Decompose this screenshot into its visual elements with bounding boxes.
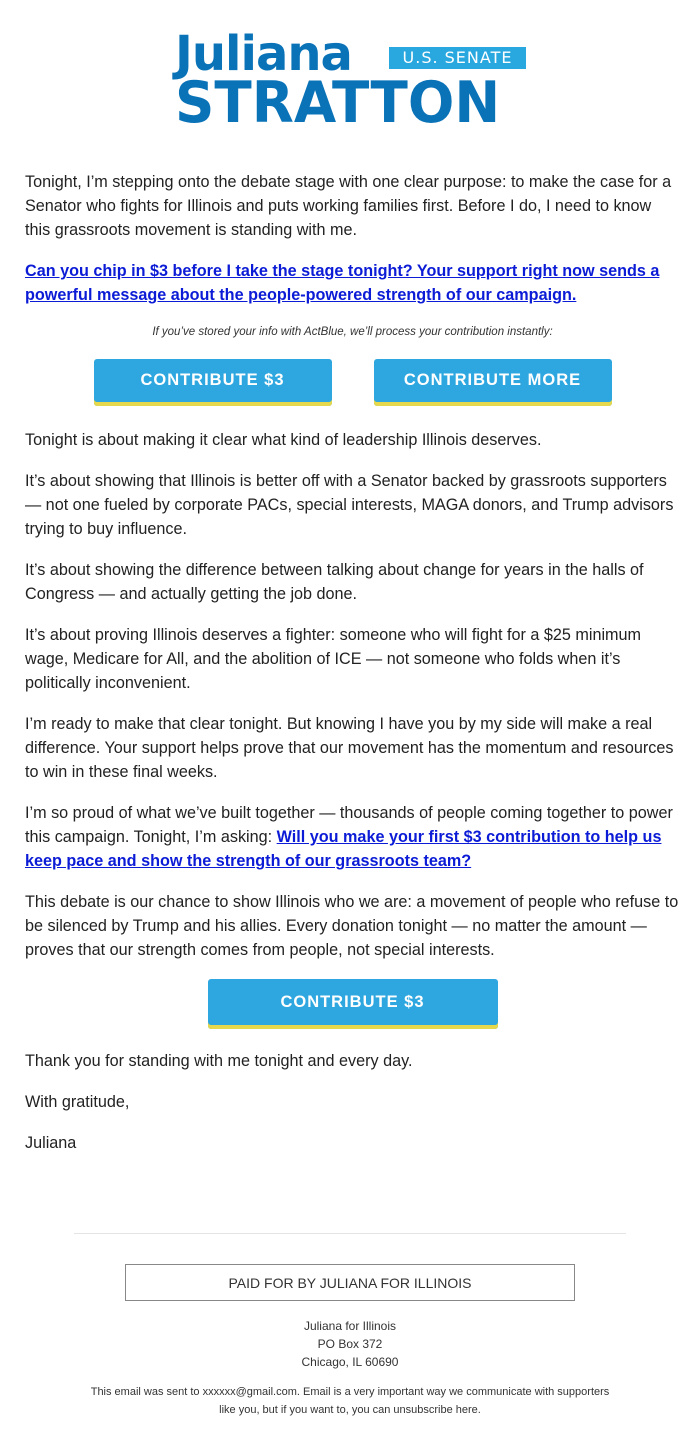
actblue-note: If you’ve stored your info with ActBlue, we’ll process your contribution instantly:: [152, 326, 553, 338]
paragraph-debate: This debate is our chance to show Illinois who we are: a movement of people who refuse to be silenced by Trump and his allies. Every donation tonight — no matter the amount — proves that our strength comes from people, not special interests.: [25, 893, 679, 959]
contribute-3-bottom-button[interactable]: CONTRIBUTE $3: [208, 979, 498, 1029]
logo-senate-badge: U.S. SENATE: [389, 47, 526, 69]
first-contribution-link[interactable]: Will you make your first $3 contribution to help us keep pace and show the strength of our grassroots team?: [25, 828, 662, 870]
contribute-more-button[interactable]: CONTRIBUTE MORE: [374, 359, 612, 406]
signoff: With gratitude,: [25, 1093, 130, 1111]
paragraph-proud: [25, 801, 680, 873]
thanks-paragraph: Thank you for standing with me tonight and every day.: [25, 1052, 413, 1070]
logo-first-name: Juliana: [175, 26, 352, 82]
paragraph-difference: It’s about showing the difference between talking about change for years in the halls of Congress — and actually getting the job done.: [25, 561, 644, 603]
email-body: [25, 170, 680, 1172]
logo-last-name: STRATTON: [175, 70, 501, 136]
signature: Juliana: [25, 1134, 77, 1152]
paragraph-ready: I’m ready to make that clear tonight. But knowing I have you by my side will make a real difference. Your support helps prove that our movement has the momentum and resources to win in these final weeks.: [25, 715, 674, 781]
bottom-button-row: [25, 979, 680, 1029]
paid-for-box: PAID FOR BY JULIANA FOR ILLINOIS: [125, 1264, 575, 1301]
mailing-address: [0, 1317, 700, 1371]
ask-paragraph: [25, 259, 680, 307]
paragraph-leadership: Tonight is about making it clear what kind of leadership Illinois deserves.: [25, 431, 542, 449]
address-org: Juliana for Illinois: [303, 1319, 397, 1333]
recipient-email: xxxxxx@gmail.com: [202, 1386, 297, 1398]
address-city: Chicago, IL 60690: [301, 1355, 399, 1369]
chip-in-link[interactable]: Can you chip in $3 before I take the stage tonight? Your support right now sends a powerful message about the people-powered strength of our campaign.: [25, 262, 660, 304]
footer-divider: [74, 1233, 626, 1234]
intro-paragraph: Tonight, I’m stepping onto the debate stage with one clear purpose: to make the case for a Senator who fights for Illinois and puts working families first. Before I do, I need to know this grassroots movement is standing with me.: [25, 173, 672, 239]
contribute-3-button[interactable]: CONTRIBUTE $3: [94, 359, 332, 406]
address-po-box: PO Box 372: [317, 1337, 383, 1351]
disclaimer-post: . Email is a very important way we communicate with supporters like you, but if you want to, you can unsubscribe here.: [219, 1386, 610, 1416]
proud-text: I’m so proud of what we’ve built together — thousands of people coming together to power this campaign. Tonight, I’m asking:: [25, 804, 673, 846]
email-disclaimer: [90, 1383, 610, 1419]
disclaimer-pre: This email was sent to: [90, 1386, 203, 1398]
paragraph-grassroots: It’s about showing that Illinois is better off with a Senator backed by grassroots supporters — not one fueled by corporate PACs, special interests, MAGA donors, and Trump advisors trying to buy influence.: [25, 472, 674, 538]
campaign-logo: [175, 26, 527, 136]
button-row: [25, 359, 680, 406]
paragraph-fighter: It’s about proving Illinois deserves a fighter: someone who will fight for a $25 minimum wage, Medicare for All, and the abolition of ICE — not someone who folds when it’s politically inconvenient.: [25, 626, 642, 692]
